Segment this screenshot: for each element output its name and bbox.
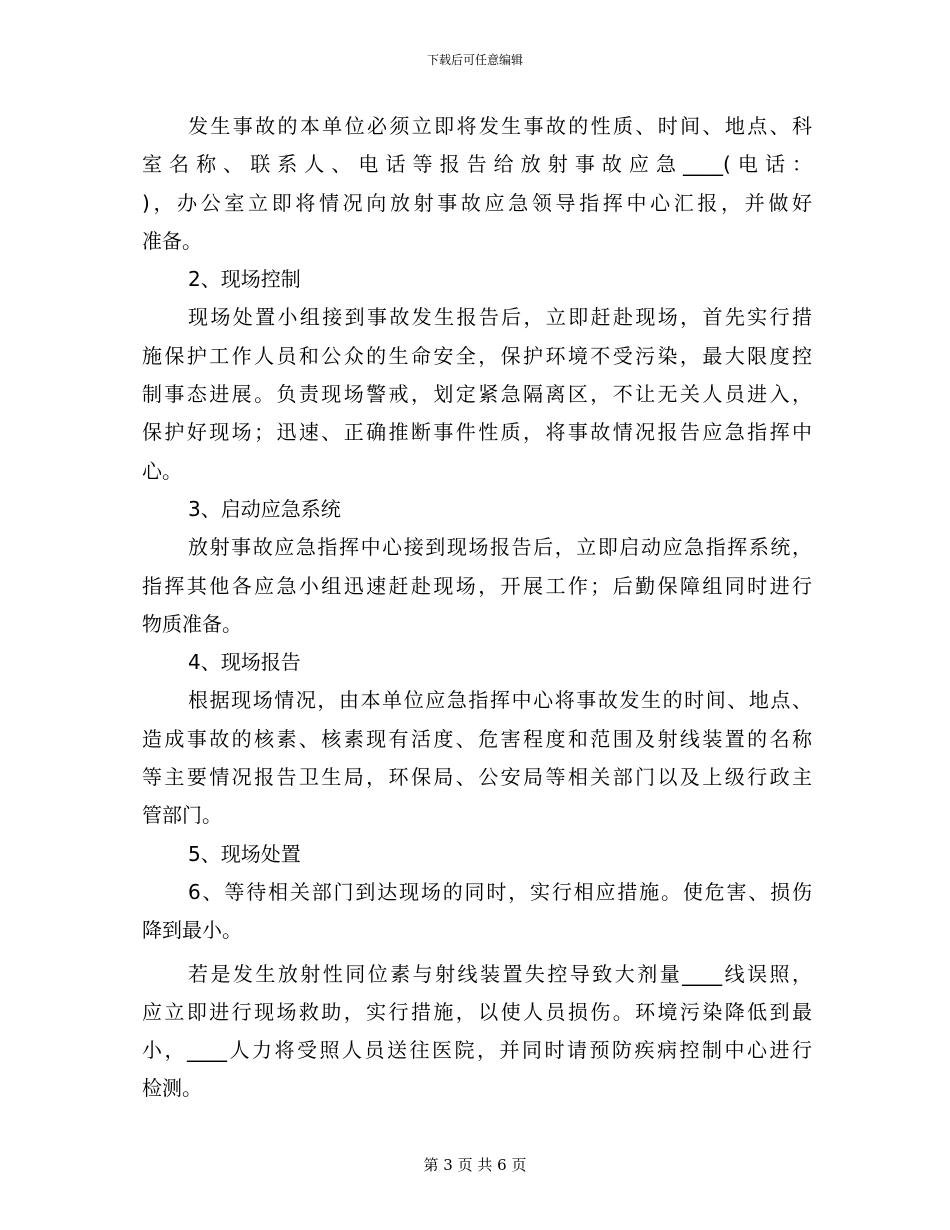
text-line: 放射事故应急指挥中心接到现场报告后，立即启动应急指挥系统，	[188, 535, 812, 560]
text-line: )，办公室立即将情况向放射事故应急领导指挥中心汇报，并做好	[142, 190, 812, 215]
text-line: 施保护工作人员和公众的生命安全，保护环境不受污染，最大限度控	[142, 343, 812, 368]
paragraph-wait-measures	[142, 873, 812, 950]
text-line: 室名称、联系人、电话等报告给放射事故应急____(电话：	[142, 152, 812, 177]
text-line: 指挥其他各应急小组迅速赶赴现场，开展工作；后勤保障组同时进行	[142, 573, 812, 598]
section-heading: 4、现场报告	[188, 650, 301, 675]
page-header: 下载后可任意编辑	[426, 53, 523, 67]
text-line: 应立即进行现场救助，实行措施，以使人员损伤。环境污染降低到最	[142, 999, 812, 1024]
text-line: 准备。	[142, 228, 202, 253]
text-line: 等主要情况报告卫生局，环保局、公安局等相关部门以及上级行政主	[142, 765, 812, 790]
text-line: 根据现场情况，由本单位应急指挥中心将事故发生的时间、地点、	[188, 688, 812, 713]
document-body	[142, 107, 812, 1108]
text-line: 降到最小。	[142, 918, 242, 943]
paragraph-report	[142, 107, 812, 260]
text-line: 6、等待相关部门到达现场的同时，实行相应措施。使危害、损伤	[188, 879, 812, 904]
section-heading: 5、现场处置	[188, 841, 301, 866]
text-line: 物质准备。	[142, 611, 242, 636]
paragraph-radiation-rescue	[142, 955, 812, 1108]
page-number: 第 3 页 共 6 页	[423, 1156, 527, 1174]
text-line: 制事态进展。负责现场警戒，划定紧急隔离区，不让无关人员进入，	[142, 382, 812, 407]
text-line: 若是发生放射性同位素与射线装置失控导致大剂量____线误照，	[188, 961, 812, 986]
text-line: 管部门。	[142, 803, 222, 828]
text-line: 保护好现场；迅速、正确推断事件性质，将事故情况报告应急指挥中	[142, 420, 812, 445]
text-line: 检测。	[142, 1076, 202, 1101]
text-line: 现场处置小组接到事故发生报告后，立即赶赴现场，首先实行措	[188, 305, 812, 330]
paragraph-site-report	[142, 681, 812, 834]
paragraph-emergency-system	[142, 528, 812, 643]
text-line: 心。	[142, 458, 182, 483]
section-heading: 3、启动应急系统	[188, 496, 341, 521]
text-line: 小，____人力将受照人员送往医院，并同时请预防疾病控制中心进行	[142, 1038, 812, 1063]
paragraph-site-control	[142, 298, 812, 489]
section-heading: 2、现场控制	[188, 267, 301, 292]
text-line: 发生事故的本单位必须立即将发生事故的性质、时间、地点、科	[188, 114, 812, 138]
text-line: 造成事故的核素、核素现有活度、危害程度和范围及射线装置的名称	[142, 726, 812, 751]
